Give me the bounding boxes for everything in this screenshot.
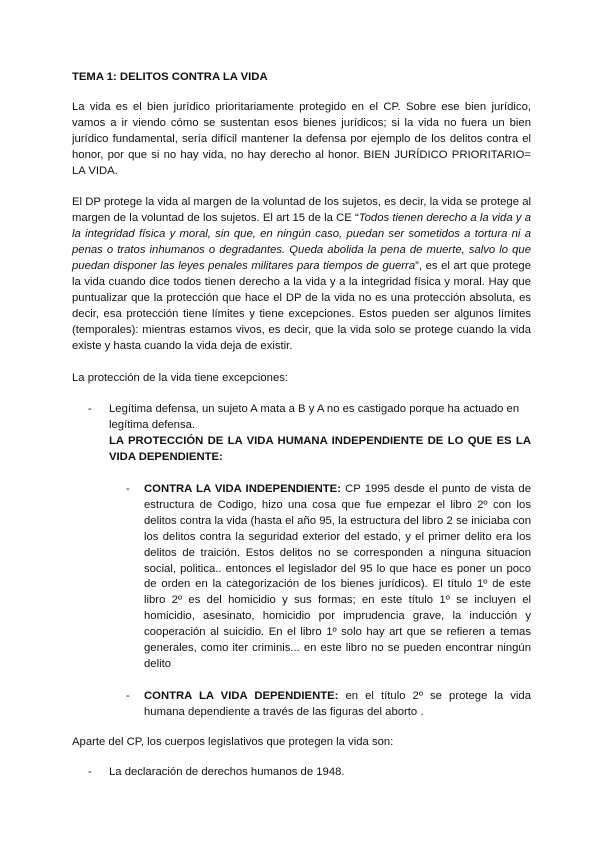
paragraph-4: Aparte del CP, los cuerpos legislativos que protegen la vida son: (72, 735, 394, 748)
list-item-text: en el título 2º se protege la vida humana dependiente a través de las figuras del aborto . (144, 689, 531, 718)
legislation-list (72, 765, 531, 781)
list-item-text: CP 1995 desde el punto de vista de estructura de Codigo, hizo una cosa que fue empezar el libro 2º con los delitos contra la vida (hasta el año 95, la estructura del libro 2 se iniciaba con los delitos contra la seguridad exterior del estado, y el primer delito era los delitos de traición. Estos delitos no se corresponden a ninguna situacion social, politica.. entonces el legislador del 95 lo que hace es poner un poco de orden en la categorización de los bienes jurídicos). El título 1º de este libro 2º es del homicidio y sus formas; en este título 1º se incluyen el homicidio, asesinato, homicidio por imprudencia grave, la inducción y cooperación al suicidio. En el libro 1º solo hay art que se refieren a temas generales, como iter criminis... en este libro no se pueden encontrar ningún delito (144, 483, 531, 670)
list-item-lead: CONTRA LA VIDA DEPENDIENTE: (144, 689, 339, 702)
paragraph-2-rest: ”, es el art que protege la vida cuando dice todos tienen derecho a la vida y a la integridad física y moral. Hay que puntualizar que la protección que hace el DP de la vida no es una protección absoluta, es decir, esa protección tiene límites y tiene excepciones. Estos pueden ser algunos límites (temporales): mientras estamos vivos, es decir, que la vida solo se protege cuando la vida existe y hasta cuando la vida deja de existir. (72, 260, 531, 352)
section-subheading: LA PROTECCIÓN DE LA VIDA HUMANA INDEPENDIENTE DE LO QUE ES LA VIDA DEPENDIENTE: (109, 435, 531, 464)
list-item-lead: CONTRA LA VIDA INDEPENDIENTE: (144, 483, 341, 496)
list-item (72, 482, 531, 673)
paragraph-3: La protección de la vida tiene excepciones: (72, 371, 289, 384)
list-item-text: Legítima defensa, un sujeto A mata a B y A no es castigado porque ha actuado en legítima defensa. (109, 403, 520, 432)
list-item (72, 689, 531, 721)
list-item (72, 765, 531, 781)
dash-bullet: - (126, 689, 130, 702)
dash-bullet: - (126, 483, 130, 496)
paragraph-2-intro: El DP protege la vida al margen de la voluntad de los sujetos, es decir, la vida se protege al margen de la voluntad de los sujetos. El art 15 de la CE “ (72, 196, 531, 225)
list-item (72, 402, 531, 434)
dash-bullet: - (88, 403, 92, 416)
life-protection-list (72, 482, 531, 721)
paragraph-1: La vida es el bien jurídico prioritariamente protegido en el CP. Sobre ese bien jurídico, vamos a ir viendo cómo se sustentan esos bienes jurídicos; si la vida no fuera un bien jurídico fundamental, sería difícil mantener la defensa por ejemplo de los delitos contra el honor, por que si no hay vida, no hay derecho al honor. BIEN JURÍDICO PRIORITARIO= LA VIDA. (72, 100, 531, 177)
list-item-text: La declaración de derechos humanos de 1948. (109, 765, 345, 778)
dash-bullet: - (88, 765, 92, 778)
paragraph-2 (72, 195, 531, 354)
page-title: TEMA 1: DELITOS CONTRA LA VIDA (72, 71, 268, 83)
exceptions-list (72, 402, 531, 434)
constitution-quote: Todos tienen derecho a la vida y a la integridad física y moral, sin que, en ningún caso, puedan ser sometidos a tortura ni a penas o tratos inhumanos o degradantes. Queda abolida la pena de muerte, salvo lo que puedan disponer las leyes penales militares para tiempos de guerra (72, 212, 531, 273)
